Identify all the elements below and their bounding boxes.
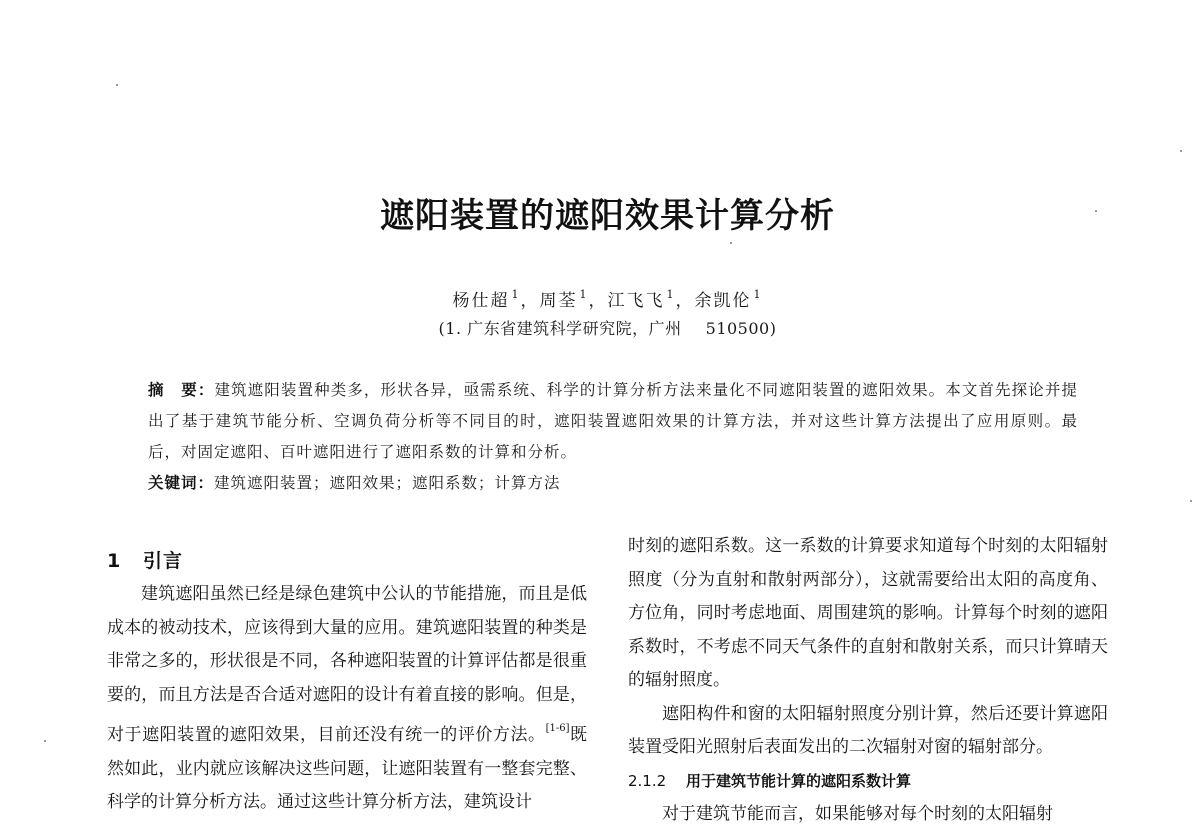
scan-speck (730, 242, 732, 244)
body-paragraph: 时刻的遮阳系数。这一系数的计算要求知道每个时刻的太阳辐射照度（分为直射和散射两部分），这就需要给出太阳的高度角、方位角，同时考虑地面、周围建筑的影响。计算每个时刻的遮阳系数时，不考虑不同天气条件的直射和散射关系，而只计算晴天的辐射照度。 (628, 536, 1108, 690)
author-name: 江飞飞 $^1$ (607, 288, 676, 311)
subsection-title: 用于建筑节能计算的遮阳系数计算 (686, 771, 912, 790)
keywords-block (148, 468, 1078, 499)
right-column (628, 530, 1108, 832)
author-separator: ， (588, 291, 608, 311)
citation-ref: [1-6] (545, 723, 570, 734)
body-paragraph: 遮阳构件和窗的太阳辐射照度分别计算，然后还要计算遮阳装置受阳光照射后表面发出的二次辐射对窗的辐射部分。 (628, 703, 1108, 757)
abstract-block (148, 375, 1078, 468)
keywords-label: 关键词： (148, 474, 215, 492)
author-name: 余凯伦 $^1$ (694, 288, 763, 311)
author-affiliation (0, 316, 1200, 339)
author-separator: ， (675, 291, 695, 311)
author-separator: ， (520, 291, 540, 311)
abstract-text: 建筑遮阳装置种类多，形状各异，亟需系统、科学的计算分析方法来量化不同遮阳装置的遮阳效果。本文首先探论并提出了基于建筑节能分析、空调负荷分析等不同目的时，遮阳装置遮阳效果的计算方法，并对这些计算方法提出了应用原则。最后，对固定遮阳、百叶遮阳进行了遮阳系数的计算和分析。 (148, 381, 1078, 461)
body-paragraph: 对于建筑节能而言，如果能够对每个时刻的太阳辐射 (662, 804, 1053, 824)
keywords-text: 建筑遮阳装置；遮阳效果；遮阳系数；计算方法 (214, 474, 561, 492)
author-name: 杨仕超 $^1$ (452, 288, 521, 311)
affiliation-postcode: 510500) (705, 319, 777, 338)
section-number: 1 (107, 550, 122, 572)
abstract-label: 摘 要： (148, 381, 215, 399)
scan-speck (1190, 500, 1192, 502)
paper-title: 遮阳装置的遮阳效果计算分析 (380, 196, 835, 236)
author-list (0, 286, 1200, 311)
left-column (107, 578, 587, 820)
author-name: 周荃 $^1$ (539, 288, 589, 311)
scan-speck (116, 84, 118, 86)
body-paragraph: 建筑遮阳虽然已经是绿色建筑中公认的节能措施，而且是低成本的被动技术，应该得到大量的应用。建筑遮阳装置的种类是非常之多的，形状很是不同，各种遮阳装置的计算评估都是很重要的，而且方法是否合适对遮阳的设计有着直接的影响。但是，对于遮阳装置的遮阳效果，目前还没有统一的评价方法。[1-6]既然如此，业内就应该解决这些问题，让遮阳装置有一整套完整、科学的计算分析方法。通过这些计算分析方法，建筑设计 (107, 584, 588, 812)
affiliation-text: (1. 广东省建筑科学研究院，广州 (438, 319, 682, 338)
scan-speck (1095, 210, 1097, 212)
section-heading-introduction (107, 546, 183, 573)
subsection-number: 2.1.2 (628, 771, 667, 790)
subsection-heading (628, 765, 1108, 799)
section-title: 引言 (143, 550, 184, 572)
scan-speck (1180, 150, 1182, 152)
scan-speck (44, 740, 46, 742)
